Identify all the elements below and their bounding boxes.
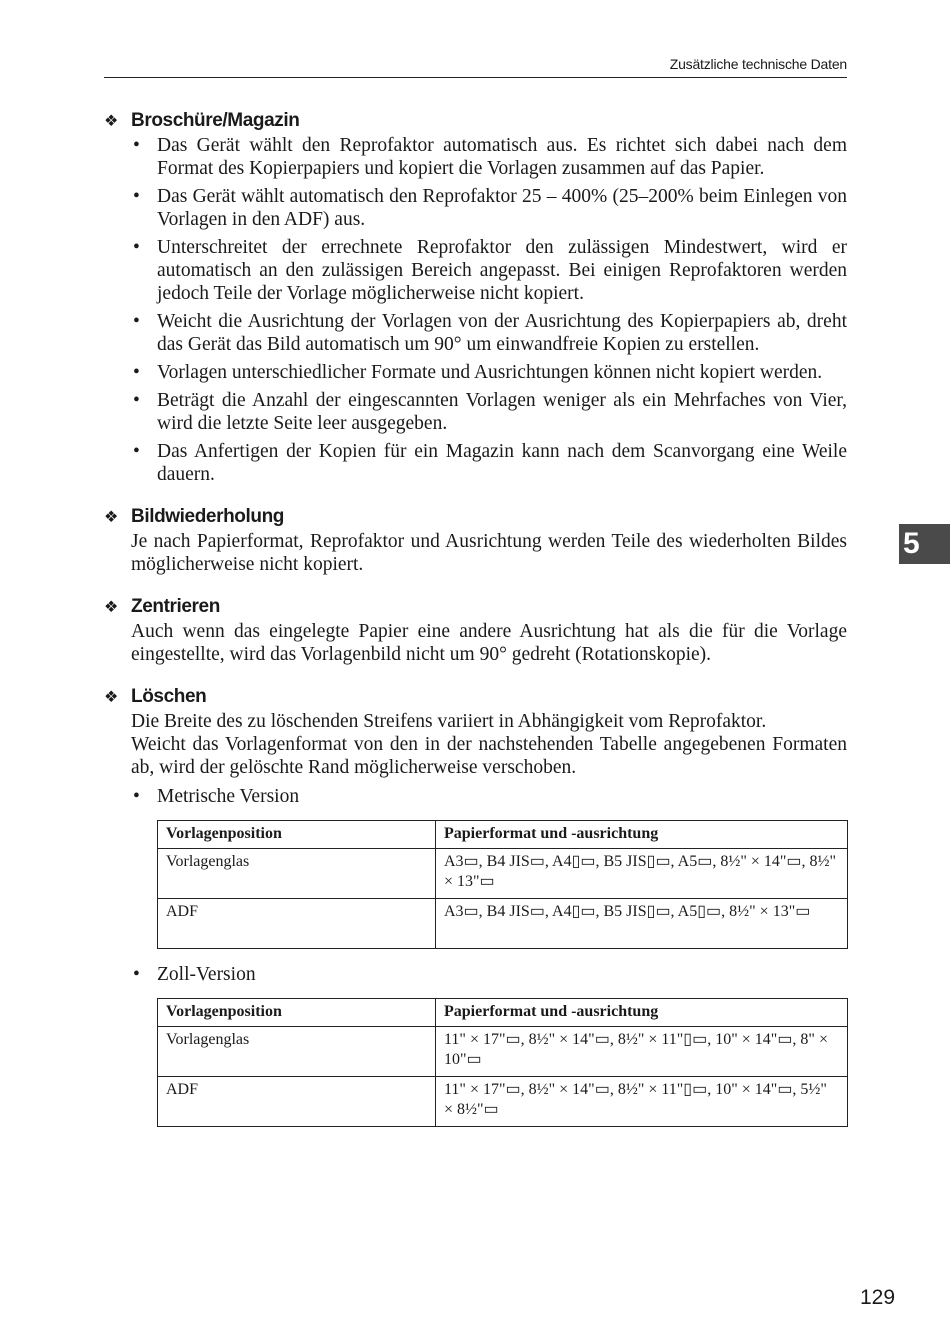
inch-table [157, 998, 848, 1127]
section-heading [104, 684, 847, 710]
bullet-icon: • [133, 390, 140, 411]
table-caption-text: Zoll-Version [157, 964, 256, 985]
list-item [131, 185, 847, 231]
section-heading [104, 594, 847, 620]
bullet-list [131, 134, 847, 486]
list-item [131, 440, 847, 486]
column-header: Papierformat und -ausrichtung [436, 999, 848, 1027]
table-cell-position: ADF [158, 899, 436, 949]
table-caption-text: Metrische Version [157, 786, 300, 807]
section-erase [104, 684, 847, 1127]
running-header: Zusätzliche technische Daten [669, 56, 847, 72]
section-heading [104, 108, 847, 134]
bullet-icon: • [133, 186, 140, 207]
paragraph: Auch wenn das eingelegte Papier eine andere Ausrichtung hat als die für die Vorlage eingestellte, wird das Vorlagenbild nicht um 90° gedreht (Rotationskopie). [131, 621, 847, 665]
bullet-icon: • [133, 786, 140, 807]
table-cell-formats: 11" × 17"▭, 8½" × 14"▭, 8½" × 11"▯▭, 10" × 14"▭, 8" × 10"▭ [436, 1027, 848, 1077]
diamond-icon: ❖ [104, 509, 118, 526]
page-content [104, 108, 847, 1145]
table-caption-metric [131, 785, 847, 808]
column-header: Vorlagenposition [158, 821, 436, 849]
table-header-row [158, 999, 848, 1027]
section-centering [104, 594, 847, 666]
list-item [131, 310, 847, 356]
table-cell-formats: 11" × 17"▭, 8½" × 14"▭, 8½" × 11"▯▭, 10" × 14"▭, 5½" × 8½"▭ [436, 1077, 848, 1127]
bullet-icon: • [133, 441, 140, 462]
bullet-icon: • [133, 964, 140, 985]
diamond-icon: ❖ [104, 113, 118, 130]
diamond-icon: ❖ [104, 689, 118, 706]
list-item-text: Das Gerät wählt automatisch den Reprofaktor 25 – 400% (25–200% beim Einlegen von Vorlagen in den ADF) aus. [157, 186, 847, 230]
list-item-text: Unterschreitet der errechnete Reprofaktor den zulässigen Mindestwert, wird er automatisch an den zulässigen Bereich angepasst. Bei einigen Reprofaktoren werden jedoch Teile der Vorlage möglicherweise nicht kopiert. [157, 237, 847, 304]
list-item [131, 236, 847, 305]
table-cell-formats: A3▭, B4 JIS▭, A4▯▭, B5 JIS▯▭, A5▯▭, 8½" × 13"▭ [436, 899, 848, 949]
section-title: Bildwiederholung [131, 506, 284, 527]
table-row [158, 849, 848, 899]
section-heading [104, 504, 847, 530]
paragraph: Je nach Papierformat, Reprofaktor und Ausrichtung werden Teile des wiederholten Bildes möglicherweise nicht kopiert. [131, 531, 847, 575]
list-item-text: Beträgt die Anzahl der eingescannten Vorlagen weniger als ein Mehrfaches von Vier, wird die letzte Seite leer ausgegeben. [157, 390, 847, 434]
section-repeat [104, 504, 847, 576]
bullet-icon: • [133, 362, 140, 383]
bullet-icon: • [133, 237, 140, 258]
section-title: Broschüre/Magazin [131, 110, 300, 131]
list-item-text: Vorlagen unterschiedlicher Formate und Ausrichtungen können nicht kopiert werden. [157, 362, 823, 383]
section-title: Löschen [131, 686, 207, 707]
diamond-icon: ❖ [104, 599, 118, 616]
header-rule [104, 77, 847, 78]
table-caption-inch [131, 963, 847, 986]
table-cell-formats: A3▭, B4 JIS▭, A4▯▭, B5 JIS▯▭, A5▭, 8½" × 14"▭, 8½" × 13"▭ [436, 849, 848, 899]
list-item-text: Weicht die Ausrichtung der Vorlagen von der Ausrichtung des Kopierpapiers ab, dreht das Gerät das Bild automatisch um 90° um einwandfreie Kopien zu erstellen. [157, 311, 847, 355]
column-header: Vorlagenposition [158, 999, 436, 1027]
section-title: Zentrieren [131, 596, 220, 617]
paragraph: Die Breite des zu löschenden Streifens variiert in Abhängigkeit vom Reprofaktor. [131, 711, 767, 732]
table-cell-position: Vorlagenglas [158, 1027, 436, 1077]
table-row [158, 1027, 848, 1077]
list-item-text: Das Gerät wählt den Reprofaktor automatisch aus. Es richtet sich dabei nach dem Format des Kopierpapiers und kopiert die Vorlagen zusammen auf das Papier. [157, 135, 847, 179]
list-item [131, 134, 847, 180]
table-header-row [158, 821, 848, 849]
list-item [131, 361, 847, 384]
list-item [131, 389, 847, 435]
list-item-text: Das Anfertigen der Kopien für ein Magazin kann nach dem Scanvorgang eine Weile dauern. [157, 441, 847, 485]
table-cell-position: ADF [158, 1077, 436, 1127]
metric-table [157, 820, 848, 949]
bullet-icon: • [133, 135, 140, 156]
table-row [158, 899, 848, 949]
section-brochure [104, 108, 847, 486]
bullet-icon: • [133, 311, 140, 332]
paragraph: Weicht das Vorlagenformat von den in der nachstehenden Tabelle angegebenen Formaten ab, wird der gelöschte Rand möglicherweise verschoben. [131, 734, 847, 778]
table-row [158, 1077, 848, 1127]
column-header: Papierformat und -ausrichtung [436, 821, 848, 849]
table-cell-position: Vorlagenglas [158, 849, 436, 899]
chapter-tab: 5 [899, 524, 950, 564]
page-number: 129 [860, 1286, 896, 1309]
